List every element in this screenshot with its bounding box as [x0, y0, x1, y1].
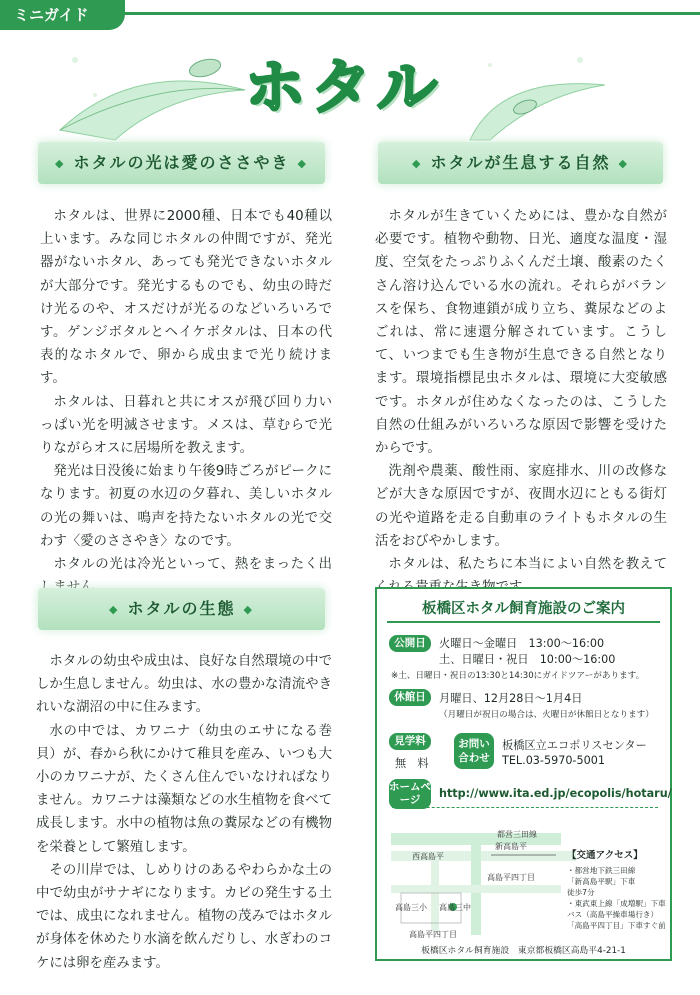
access-line: 「新高島平駅」下車 [567, 877, 636, 886]
map-label-line: 都営三田線 [497, 830, 537, 839]
map-label-road: 高島平四丁目 [487, 873, 535, 882]
paragraph: ホタルは、私たちに本当によい自然を教えて [388, 557, 667, 573]
paragraph: 発光は日没後に始まり午後9時ごろがピークになります。初夏の水辺の夕暮れ、美しいホタルの光の舞いは、鳴声を持たないホタルの光で交わす〈愛のささやき〉なのです。 [40, 464, 332, 549]
section-heading-ecology [38, 588, 325, 630]
left-leaf-firefly-illustration [55, 40, 255, 150]
diamond-icon: ◆ [297, 156, 308, 170]
map-label-school1: 高島三小 [395, 903, 427, 912]
contact-name: 板橋区立エコポリスセンター [502, 739, 647, 752]
section2-heading: ホタルが生息する自然 [430, 153, 611, 172]
map-label-station1: 新高島平 [495, 842, 527, 851]
map-label-station2: 西高島平 [412, 852, 444, 861]
top-rule [125, 12, 700, 15]
right-leaf-firefly-illustration [460, 45, 610, 145]
closed-days-note: （月曜日が祝日の場合は、火曜日が休館日となります） [439, 710, 654, 720]
homepage-url[interactable]: http://www.ita.ed.jp/ecopolis/hotaru/ [439, 787, 672, 800]
diamond-icon: ◆ [243, 602, 254, 616]
access-line: ・東武東上線「成増駅」下車 [567, 899, 666, 908]
diamond-icon: ◆ [412, 156, 423, 170]
guide-tour-note: ※土、日曜日・祝日の13:30と14:30にガイドツアーがあります。 [391, 671, 645, 681]
dashed-divider [392, 807, 658, 808]
paragraph: ホタルは、世界に2000種、日本でも40種以上います。みな同じホタルの仲間ですが、発光器がないホタル、あっても発光できないホタルが大部分です。発光するものでも、幼虫の時だけ光るのや、オスだけが光るのなどいろいろです。ゲンジボタルとヘイケボタルは、日本の代表的なホタルで、卵から成虫まで光り続けます。 [40, 209, 332, 387]
section1-body [40, 205, 332, 599]
section2-body [375, 205, 667, 599]
fee-label: 見学料 [389, 733, 431, 750]
access-list [567, 865, 667, 931]
section-heading-light [38, 142, 325, 184]
page-title: ホタル [245, 53, 443, 123]
facility-address: 板橋区ホタル飼育施設 東京都板橋区高島平4-21-1 [421, 946, 626, 956]
access-title: 【交通アクセス】 [567, 850, 643, 861]
diamond-icon: ◆ [55, 156, 66, 170]
open-days-label: 公開日 [389, 635, 431, 652]
diamond-icon: ◆ [109, 602, 120, 616]
access-line: 徒歩7分 [567, 888, 595, 897]
section3-body [36, 650, 332, 975]
mini-guide-tab: ミニガイド [0, 0, 125, 30]
paragraph: その川岸では、しめりけのあるやわらかな土の中で幼虫がサナギになります。カビの発生する土では、成虫になれません。植物の茂みではホタルが身体を休めたり水滴を飲んだりし、水ぎわのコケには卵を産みます。 [36, 862, 332, 971]
paragraph: ホタルの光は冷光といって、熱をまったく出 [53, 557, 332, 573]
info-title: 板橋区ホタル飼育施設のご案内 [422, 601, 625, 617]
paragraph: 洗剤や農薬、酸性雨、家庭排水、川の改修などが大きな原因ですが、夜間水辺にともる街灯の光や道路を走る自動車のライトもホタルの生活をおびやかします。 [375, 464, 667, 549]
diamond-icon: ◆ [618, 156, 629, 170]
access-line: 「高島平四丁目」下車すぐ前 [567, 921, 666, 930]
open-days-weekend: 土、日曜日・祝日 10:00～16:00 [439, 653, 616, 666]
paragraph: 水の中では、カワニナ（幼虫のエサになる巻貝）が、春から秋にかけて稚貝を産み、いつも大小のカワニナが、たくさん住んでいなければなりません。カワニナは藻類などの水生植物を食べて成長します。水中の植物は魚の糞尿などの有機物を栄養として繁殖します。 [36, 723, 332, 855]
access-line: ・都営地下鉄三田線 [567, 866, 636, 875]
open-days-weekday: 火曜日～金曜日 13:00～16:00 [439, 637, 605, 650]
map-label-bus-stop: 高島平四丁目 [409, 930, 457, 939]
section-heading-habitat [378, 142, 663, 184]
access-line: バス（高島平操車場行き） [567, 910, 659, 919]
info-title-rule [387, 621, 660, 623]
paragraph: ホタルの幼虫や成虫は、良好な自然環境の中でしか生息しません。幼虫は、水の豊かな清流やきれいな湖沼の中に住みます。 [36, 654, 332, 716]
facility-info-box [375, 587, 672, 961]
section3-heading: ホタルの生態 [127, 599, 236, 618]
contact-label: お問い合わせ [454, 733, 494, 769]
contact-phone: TEL.03-5970-5001 [502, 754, 605, 767]
paragraph: ホタルが生きていくためには、豊かな自然が必要です。植物や動物、日光、適度な温度・湿度、空気をたっぷりふくんだ土壌、酸素のたくさん溶け込んでいる水の流れ。それらがバランスを保ち、食物連鎖が成り立ち、糞尿などのよごれは、常に速還分解されています。こうして、いつまでも生き物が生息できる自然となります。環境指標昆虫ホタルは、環境に大変敏感です。ホタルが住めなくなったのは、こうした自然の仕組みがいろいろな原因で影響を受けたからです。 [375, 209, 667, 457]
closed-days-value: 月曜日、12月28日～1月4日 [439, 692, 583, 705]
homepage-label: ホームページ [389, 779, 431, 809]
paragraph: ホタルは、日暮れと共にオスが飛び回り力いっぱい光を明滅させます。メスは、草むらで光りながらオスに居場所を教えます。 [40, 394, 332, 457]
fee-value: 無 料 [395, 757, 429, 770]
closed-days-label: 休館日 [389, 689, 431, 706]
section1-heading: ホタルの光は愛のささやき [73, 153, 290, 172]
map-label-school2: 高島三中 [439, 903, 471, 912]
